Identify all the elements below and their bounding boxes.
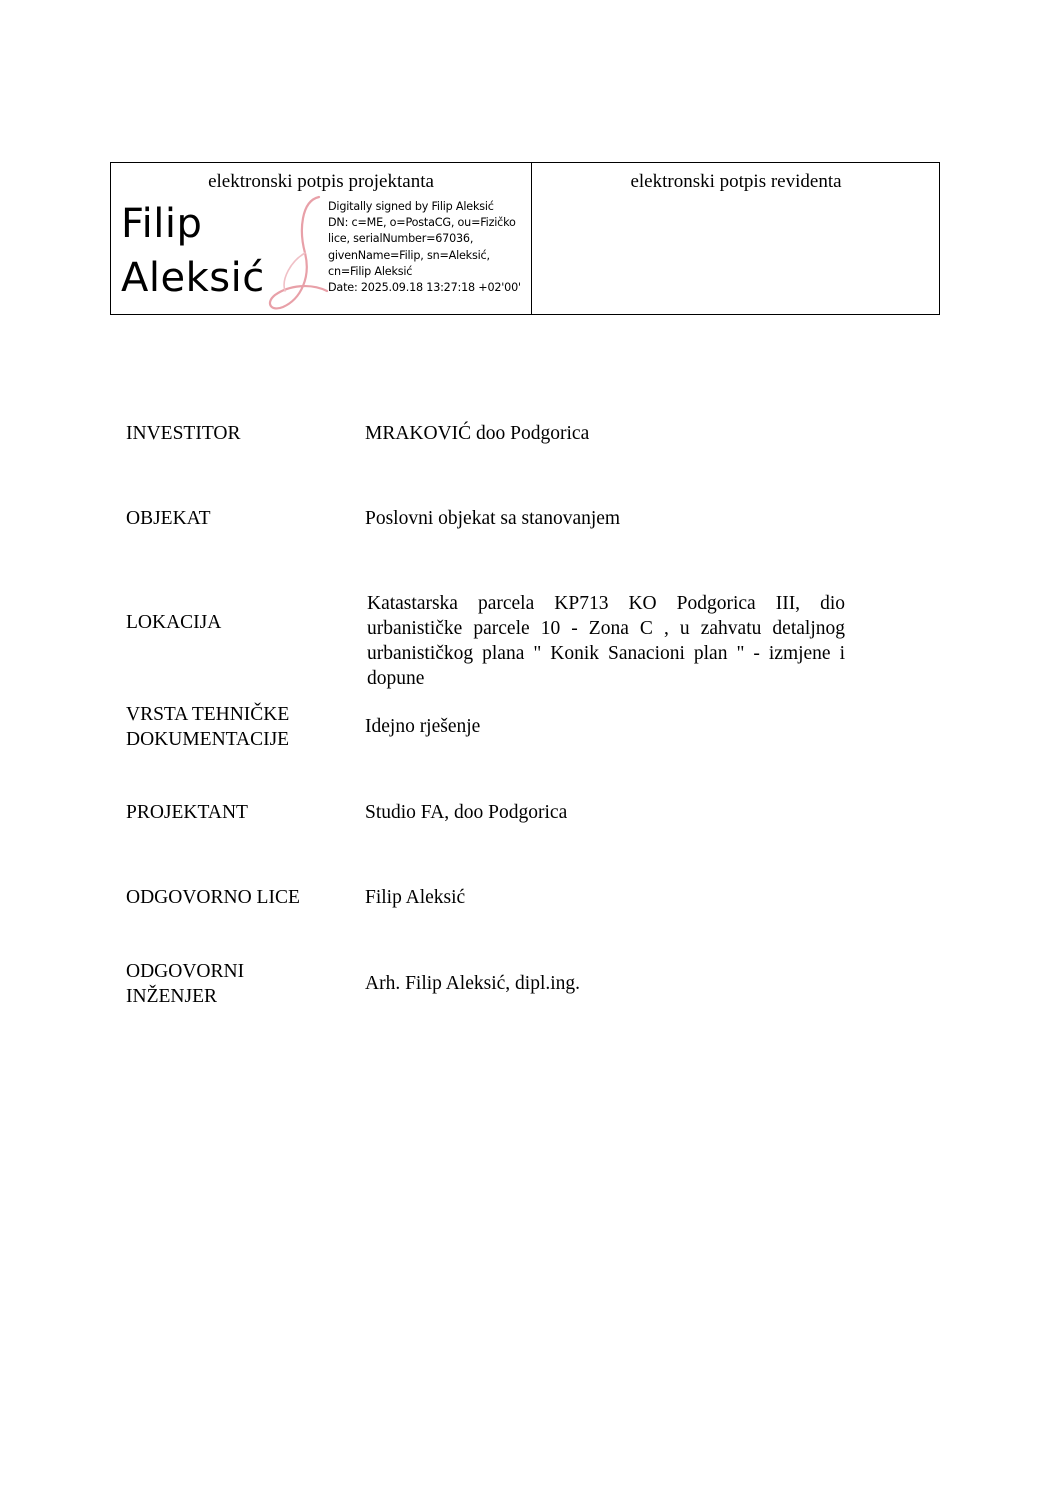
signature-detail-line: Date: 2025.09.18 13:27:18 +02'00' xyxy=(328,281,521,295)
field-value: Studio FA, doo Podgorica xyxy=(365,802,568,823)
field-value: Poslovni objekat sa stanovanjem xyxy=(365,508,621,529)
signer-name-first: Filip xyxy=(121,201,203,247)
designer-signature-heading: elektronski potpis projektanta xyxy=(208,171,434,192)
field-label: ODGOVORNO LICE xyxy=(126,887,300,908)
field-label-line: INŽENJER xyxy=(126,986,217,1007)
signature-detail-line: DN: c=ME, o=PostaCG, ou=Fizičko xyxy=(328,216,516,230)
field-label: INVESTITOR xyxy=(126,423,241,444)
field-label xyxy=(126,702,356,752)
field-value: Filip Aleksić xyxy=(365,887,466,908)
field-label: OBJEKAT xyxy=(126,508,211,529)
signature-detail-line: givenName=Filip, sn=Aleksić, xyxy=(328,248,490,262)
signature-details xyxy=(328,199,528,296)
signer-name-last: Aleksić xyxy=(121,255,265,301)
field-value: Katastarska parcela KP713 KO Podgorica III, dio urbanističke parcele 10 - Zona C , u zahvatu detaljnog urbanističkog plana " Konik Sanacioni plan " - izmjene i dopune xyxy=(367,593,845,689)
field-value: Arh. Filip Aleksić, dipl.ing. xyxy=(365,973,581,994)
signature-detail-line: cn=Filip Aleksić xyxy=(328,264,413,278)
signature-watermark-icon xyxy=(261,191,331,313)
field-label-line: ODGOVORNI xyxy=(126,961,245,982)
field-label: PROJEKTANT xyxy=(126,802,248,823)
signature-detail-line: lice, serialNumber=67036, xyxy=(328,232,474,246)
signature-box xyxy=(110,162,940,315)
reviewer-signature-heading: elektronski potpis revidenta xyxy=(630,171,842,192)
field-label-line: DOKUMENTACIJE xyxy=(126,729,290,750)
field-label xyxy=(126,959,356,1009)
field-label: LOKACIJA xyxy=(126,612,222,633)
signature-detail-line: Digitally signed by Filip Aleksić xyxy=(328,200,494,213)
field-value: MRAKOVIĆ doo Podgorica xyxy=(365,423,590,444)
field-label-line: VRSTA TEHNIČKE xyxy=(126,704,290,725)
signer-name xyxy=(121,197,265,305)
field-value: Idejno rješenje xyxy=(365,716,481,737)
